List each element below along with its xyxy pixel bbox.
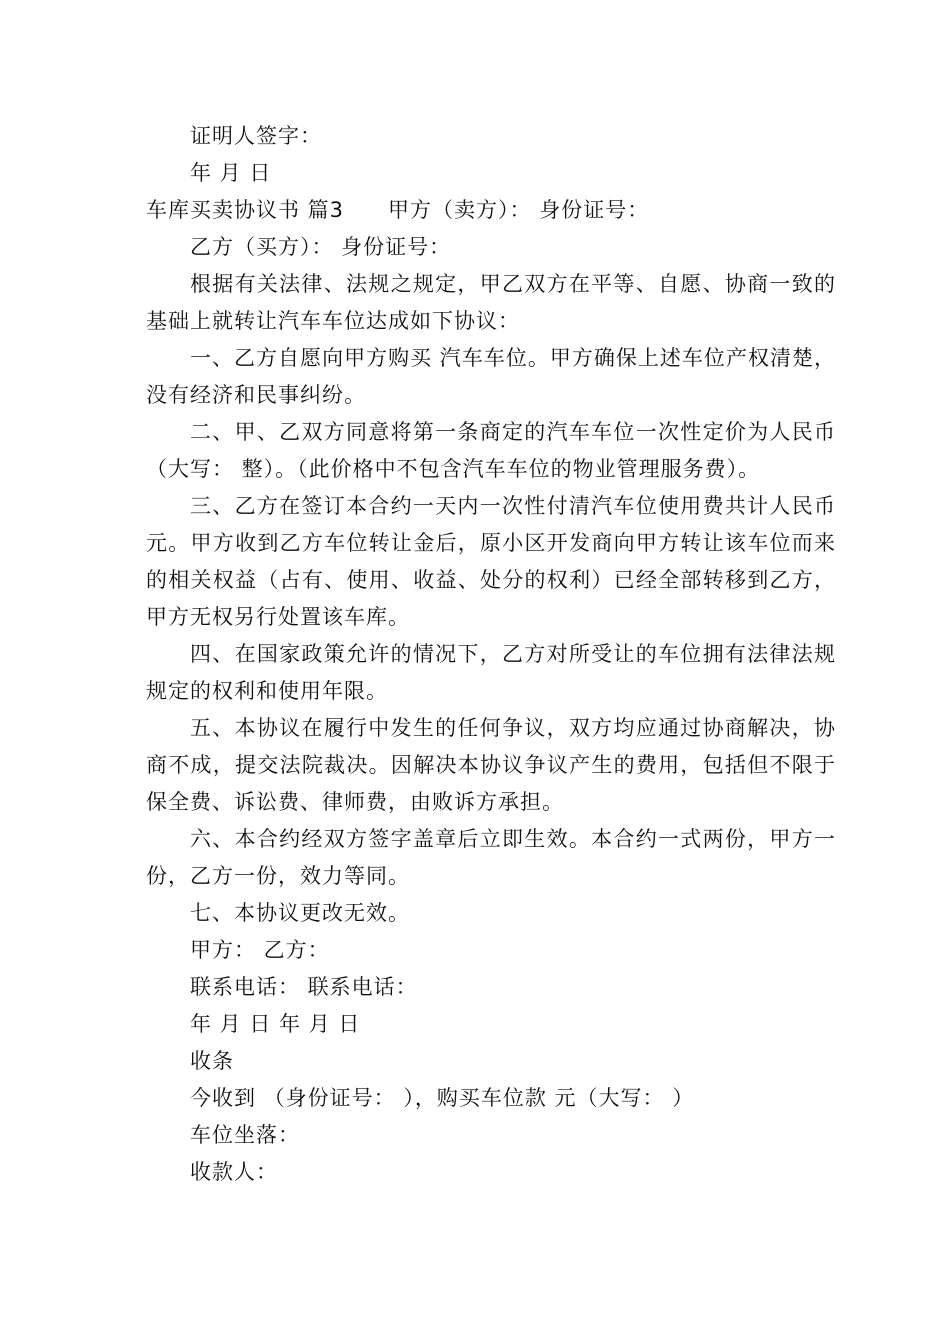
signature-phone-line: 联系电话： 联系电话： — [190, 975, 418, 999]
signature-parties-line: 甲方： 乙方： — [190, 938, 330, 962]
paragraph-clause-3: 三、乙方在签订本合约一天内一次性付清汽车位使用费共计人民币 元。甲方收到乙方车位转让金后，原小区开发商向甲方转让该车位而来的相关权益（占有、使用、收益、处分的权利）已经全部转移到乙方，甲方无权另行处置该车库。 — [146, 494, 844, 629]
paragraph-clause-5: 五、本协议在履行中发生的任何争议，双方均应通过协商解决，协商不成，提交法院裁决。因解决本协议争议产生的费用，包括但不限于保全费、诉讼费、律师费，由败诉方承担。 — [146, 716, 836, 814]
receipt-title: 收条 — [190, 1049, 234, 1073]
paragraph-clause-7: 七、本协议更改无效。 — [190, 901, 410, 925]
paragraph-clause-4: 四、在国家政策允许的情况下，乙方对所受让的车位拥有法律法规规定的权利和使用年限。 — [146, 642, 836, 703]
paragraph-clause-1: 一、乙方自愿向甲方购买 汽车车位。甲方确保上述车位产权清楚，没有经济和民事纠纷。 — [146, 346, 836, 407]
paragraph-clause-2: 二、甲、乙双方同意将第一条商定的汽车车位一次性定价为人民币 （大写： 整）。（此价格中不包含汽车车位的物业管理服务费）。 — [146, 420, 844, 481]
receipt-location-line: 车位坐落： — [190, 1123, 300, 1147]
paragraph-preamble: 根据有关法律、法规之规定，甲乙双方在平等、自愿、协商一致的基础上就转让汽车车位达成如下协议： — [146, 272, 836, 333]
witness-signature-line: 证明人签字： — [190, 124, 322, 148]
receipt-payee-line: 收款人： — [190, 1160, 278, 1184]
paragraph-clause-6: 六、本合约经双方签字盖章后立即生效。本合约一式两份，甲方一份，乙方一份，效力等同。 — [146, 827, 836, 888]
document-body — [146, 118, 844, 1191]
agreement-heading-line: 车库买卖协议书 篇3 甲方（卖方）： 身份证号： — [146, 198, 650, 222]
receipt-received-line: 今收到 （身份证号： ），购买车位款 元（大写： ） — [190, 1086, 695, 1110]
witness-date-line: 年 月 日 — [190, 161, 272, 185]
signature-date-line: 年 月 日 年 月 日 — [190, 1012, 361, 1036]
party-b-line: 乙方（买方）： 身份证号： — [190, 235, 452, 259]
